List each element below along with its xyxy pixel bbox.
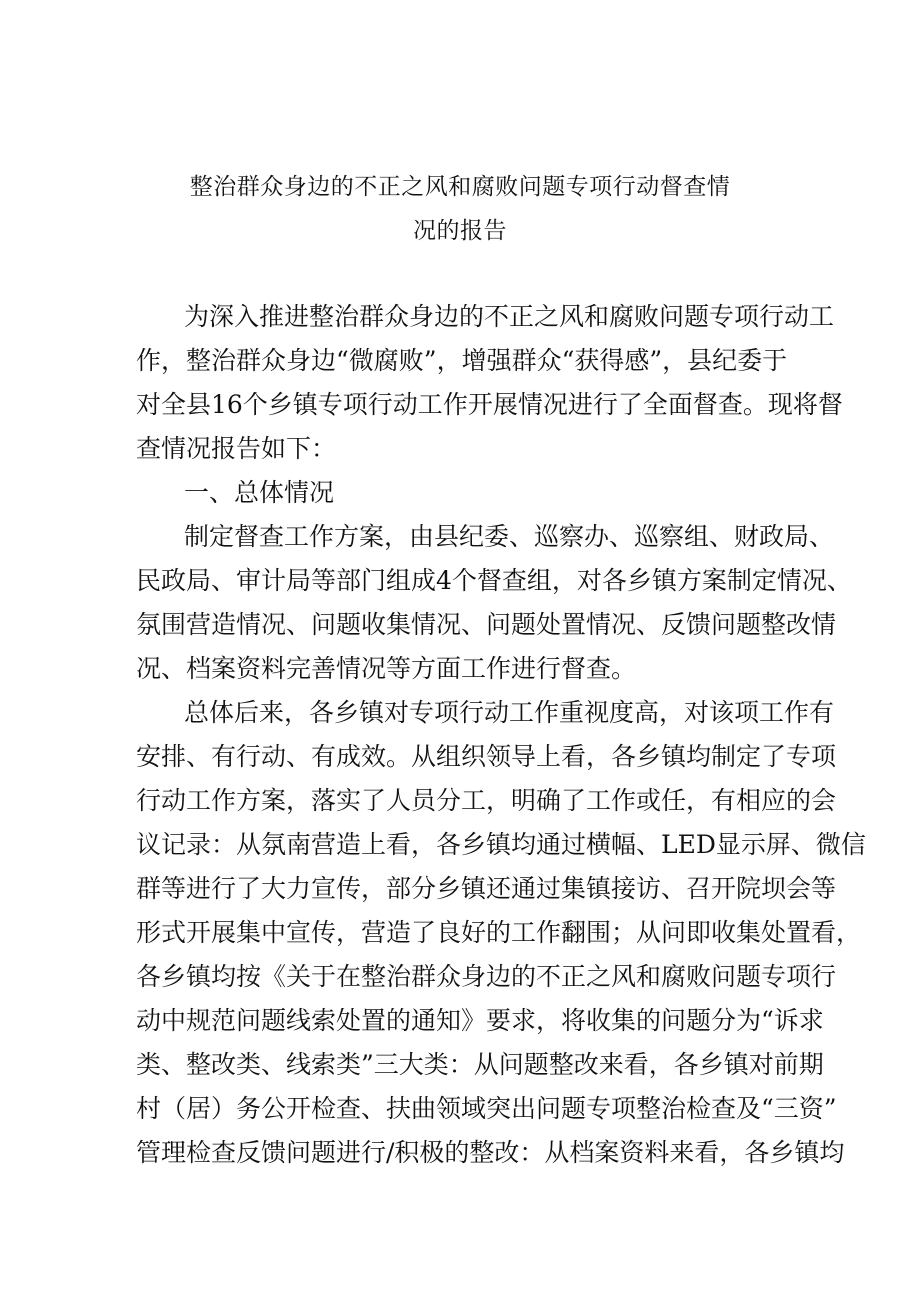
paragraph-2-line-1: 制定督查工作方案，由县纪委、巡察办、巡察组、财政局、 xyxy=(184,522,835,551)
paragraph-3-line-11: 管理检查反馈问题进行/积极的整改：从档案资料来看，各乡镇均 xyxy=(136,1138,845,1167)
paragraph-3-line-5: 群等进行了大力宣传，部分乡镇还通过集镇接访、召开院坝会等 xyxy=(136,874,837,903)
paragraph-1-line-3: 对全县16个乡镇专项行动工作开展情况进行了全面督查。现将督 xyxy=(136,390,843,419)
paragraph-3-line-10: 村（居）务公开检查、扶曲领域突出问题专项整治检查及“三资” xyxy=(136,1094,837,1123)
section-heading-overall: 一、总体情况 xyxy=(184,478,335,507)
paragraph-3-line-8: 动中规范问题线索处置的通知》要求，将收集的问题分为“诉求 xyxy=(136,1006,824,1035)
paragraph-3-line-4: 议记录：从氛南营造上看，各乡镇均通过横幅、LED显示屏、微信 xyxy=(136,830,866,859)
paragraph-3-line-7: 各乡镇均按《关于在整治群众身边的不正之风和腐败问题专项行 xyxy=(136,962,837,991)
paragraph-3-line-1: 总体后来，各乡镇对专项行动工作重视度高，对该项工作有 xyxy=(184,698,835,727)
paragraph-3-line-3: 行动工作方案，落实了人员分工，明确了工作或任，有相应的会 xyxy=(136,786,837,815)
paragraph-3-line-2: 安排、有行动、有成效。从组织领导上看，各乡镇均制定了专项 xyxy=(136,742,837,771)
paragraph-1-line-1: 为深入推进整治群众身边的不正之风和腐败问题专项行动工 xyxy=(184,302,835,331)
paragraph-3-line-9: 类、整改类、线索类”三大类：从问题整改来看，各乡镇对前期 xyxy=(136,1050,824,1079)
paragraph-2-line-2: 民政局、审计局等部门组成4个督查组，对各乡镇方案制定情况、 xyxy=(136,566,852,595)
paragraph-1-line-4: 查情况报告如下： xyxy=(136,434,337,463)
paragraph-2-line-3: 氛围营造情况、问题收集情况、问题处置情况、反馈问题整改情 xyxy=(136,610,837,639)
paragraph-1-line-2: 作，整治群众身边“微腐败”，增强群众“获得感”，县纪委于 xyxy=(136,346,788,375)
document-title-line-2: 况的报告 xyxy=(413,218,507,244)
document-title-line-1: 整治群众身边的不正之风和腐败问题专项行动督查情 xyxy=(189,174,731,200)
paragraph-3-line-6: 形式开展集中宣传，营造了良好的工作翻围；从问即收集处置看， xyxy=(136,918,862,947)
paragraph-2-line-4: 况、档案资料完善情况等方面工作进行督查。 xyxy=(136,654,637,683)
